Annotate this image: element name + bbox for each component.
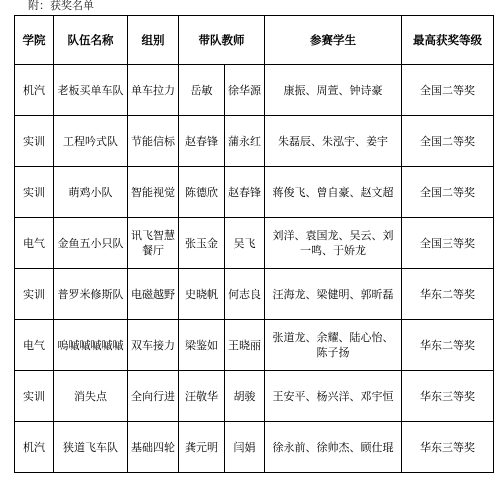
table-row xyxy=(15,371,494,422)
cell-team: 工程吟式队 xyxy=(54,116,128,167)
header-team: 队伍名称 xyxy=(54,16,128,65)
table-row xyxy=(15,269,494,320)
cell-teacher-2: 吴飞 xyxy=(225,218,265,269)
table-header-row xyxy=(15,16,494,65)
cell-students: 刘洋、袁国龙、吴云、刘一鸣、于娇龙 xyxy=(265,218,402,269)
cell-teacher-1: 龚元明 xyxy=(179,422,225,473)
cell-group: 讯飞智慧餐厅 xyxy=(128,218,179,269)
cell-team: 普罗米修斯队 xyxy=(54,269,128,320)
cell-college: 实训 xyxy=(15,269,54,320)
cell-group: 单车拉力 xyxy=(128,65,179,116)
cell-college: 电气 xyxy=(15,320,54,371)
cell-teacher-2: 何志良 xyxy=(225,269,265,320)
cell-team: 金鱼五小只队 xyxy=(54,218,128,269)
cell-teacher-1: 岳敏 xyxy=(179,65,225,116)
cell-group: 节能信标 xyxy=(128,116,179,167)
table-row xyxy=(15,320,494,371)
cell-group: 基础四轮 xyxy=(128,422,179,473)
cell-team: 老板买单车队 xyxy=(54,65,128,116)
cell-college: 实训 xyxy=(15,371,54,422)
cell-award: 华东二等奖 xyxy=(402,269,494,320)
cell-students: 张道龙、余耀、陆心怡、陈子扬 xyxy=(265,320,402,371)
cell-teacher-1: 汪敬华 xyxy=(179,371,225,422)
table-row xyxy=(15,65,494,116)
cell-teacher-1: 张玉金 xyxy=(179,218,225,269)
table-row xyxy=(15,167,494,218)
cell-students: 汪海龙、梁健明、郭昕磊 xyxy=(265,269,402,320)
document-note: 附：获奖名单 xyxy=(28,0,94,12)
cell-teacher-2: 赵春锋 xyxy=(225,167,265,218)
cell-teacher-2: 蒲永红 xyxy=(225,116,265,167)
cell-group: 电磁越野 xyxy=(128,269,179,320)
cell-students: 蒋俊飞、曾自豪、赵文超 xyxy=(265,167,402,218)
cell-students: 徐永前、徐帅杰、顾仕琨 xyxy=(265,422,402,473)
cell-teacher-2: 胡骏 xyxy=(225,371,265,422)
cell-award: 全国二等奖 xyxy=(402,65,494,116)
cell-students: 朱磊辰、朱泓宇、姜宇 xyxy=(265,116,402,167)
cell-team: 消失点 xyxy=(54,371,128,422)
cell-award: 全国二等奖 xyxy=(402,116,494,167)
header-students: 参赛学生 xyxy=(265,16,402,65)
cell-group: 智能视觉 xyxy=(128,167,179,218)
cell-award: 全国三等奖 xyxy=(402,218,494,269)
cell-teacher-2: 徐华源 xyxy=(225,65,265,116)
cell-teacher-1: 梁鉴如 xyxy=(179,320,225,371)
cell-award: 华东三等奖 xyxy=(402,371,494,422)
cell-college: 电气 xyxy=(15,218,54,269)
cell-team: 狭道飞车队 xyxy=(54,422,128,473)
cell-teacher-2: 王晓丽 xyxy=(225,320,265,371)
cell-college: 机汽 xyxy=(15,65,54,116)
cell-college: 机汽 xyxy=(15,422,54,473)
award-table xyxy=(14,15,494,473)
table-row xyxy=(15,116,494,167)
cell-award: 华东三等奖 xyxy=(402,422,494,473)
cell-award: 全国二等奖 xyxy=(402,167,494,218)
cell-students: 康振、周萱、钟诗豪 xyxy=(265,65,402,116)
cell-award: 华东二等奖 xyxy=(402,320,494,371)
header-college: 学院 xyxy=(15,16,54,65)
header-teachers: 带队教师 xyxy=(179,16,265,65)
cell-team: 嗚嘁嘁嘁嘁嘁 xyxy=(54,320,128,371)
cell-college: 实训 xyxy=(15,167,54,218)
header-group: 组别 xyxy=(128,16,179,65)
cell-college: 实训 xyxy=(15,116,54,167)
cell-students: 王安平、杨兴洋、邓宇恒 xyxy=(265,371,402,422)
cell-group: 全向行进 xyxy=(128,371,179,422)
cell-teacher-2: 闫娟 xyxy=(225,422,265,473)
cell-group: 双车接力 xyxy=(128,320,179,371)
cell-teacher-1: 史晓帆 xyxy=(179,269,225,320)
table-row xyxy=(15,422,494,473)
cell-team: 萌鸡小队 xyxy=(54,167,128,218)
cell-teacher-1: 赵春锋 xyxy=(179,116,225,167)
cell-teacher-1: 陈德欣 xyxy=(179,167,225,218)
header-award: 最高获奖等级 xyxy=(402,16,494,65)
table-row xyxy=(15,218,494,269)
